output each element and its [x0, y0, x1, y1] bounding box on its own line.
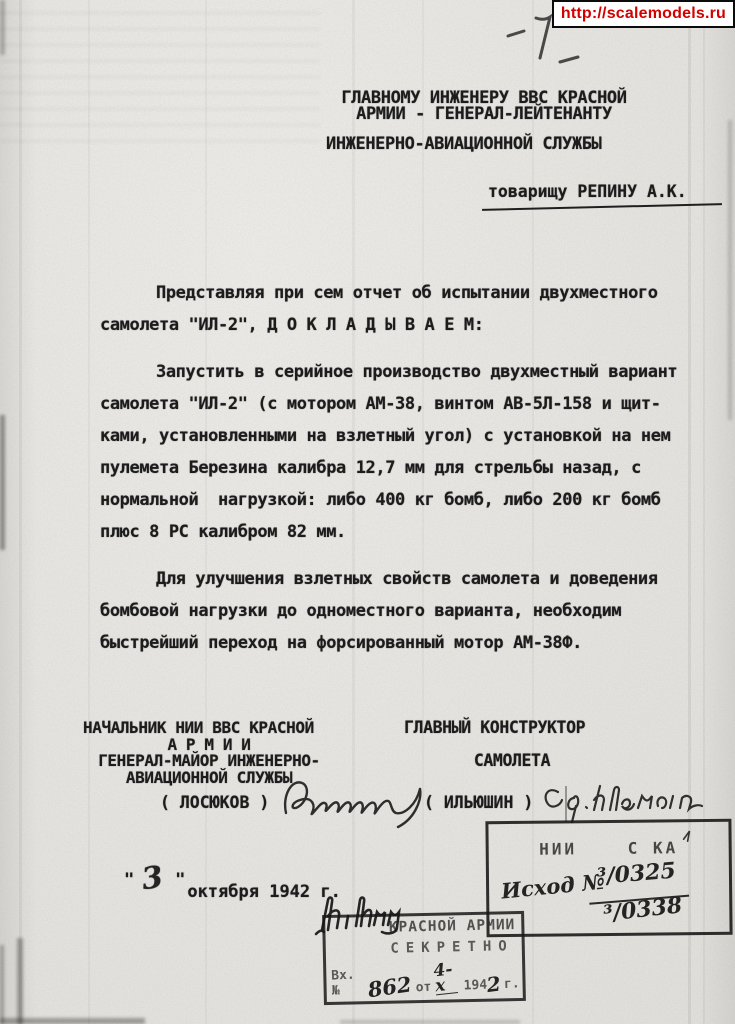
handwritten-day: 3: [139, 859, 166, 898]
edge-smudge: [0, 945, 4, 1024]
text-line: ками, установленными на взлетный угол) с установкой на нем: [100, 426, 671, 446]
document-header: [326, 90, 642, 152]
document-body: [100, 277, 680, 674]
edge-smudge: [17, 938, 23, 1024]
handwritten-outgoing-label: Исход №: [500, 868, 606, 904]
text-line: бомбовой нагрузки до одноместного варианта, необходим: [100, 601, 622, 621]
title-line: АВИАЦИОННОЙ СЛУЖБЫ: [125, 767, 293, 787]
date-line: [83, 850, 341, 902]
text-line: Запустить в серийное производство двухместный вариант: [156, 362, 678, 382]
bleedthrough-ghost-lines: [0, 12, 320, 152]
text-line: плюс 8 РС калибром 82 мм.: [100, 522, 346, 542]
handwritten-entry-day: 4-х: [432, 962, 458, 995]
entry-prefix: Вх. №: [330, 967, 356, 999]
header-line: ИНЖЕНЕРНО-АВИАЦИОННОЙ СЛУЖБЫ: [326, 134, 602, 154]
handwritten-year-digit: 2: [485, 971, 503, 998]
paragraph: [100, 356, 680, 548]
paragraph: [100, 563, 680, 659]
entry-from: от: [415, 979, 432, 996]
header-line: АРМИИ - ГЕНЕРАЛ-ЛЕЙТЕНАНТУ: [356, 104, 612, 124]
text-line: нормальной нагрузкой: либо 400 кг бомб, либо 200 кг бомб: [100, 490, 661, 510]
signatory-right-name: ( ИЛЬЮШИН ): [424, 793, 534, 812]
signatory-left-title: [83, 720, 335, 786]
stamp-org-line: КРАСНОЙ АРМИИ: [388, 917, 516, 936]
incoming-secret-stamp: [322, 911, 526, 1005]
text-line: Для улучшения взлетных свойств самолета и доведения: [156, 569, 658, 589]
pen-stroke-artifact: [565, 786, 567, 822]
signatory-right-title: [404, 720, 620, 769]
edge-smudge: [340, 1020, 520, 1024]
title-line: НАЧАЛЬНИК НИИ ВВС КРАСНОЙ: [83, 718, 314, 737]
title-line: ГЛАВНЫЙ КОНСТРУКТОР: [404, 718, 586, 737]
text-line: быстрейший переход на форсированный мотор АМ-38Ф.: [100, 633, 582, 653]
handwritten-outgoing-number-2: ³/0338: [602, 892, 684, 928]
entry-suffix: г.: [503, 976, 520, 992]
handwritten-outgoing-number-1: ³/0325: [596, 857, 677, 890]
date-text: октября 1942 г.: [187, 882, 341, 902]
stamp-secret-label: СЕКРЕТНО: [390, 938, 514, 957]
header-line: ГЛАВНОМУ ИНЖЕНЕРУ ВВС КРАСНОЙ: [341, 88, 627, 108]
scan-streak: [19, 0, 22, 1024]
stamp-org-line: НИИ С КА: [539, 838, 679, 859]
edge-smudge: [0, 1018, 145, 1024]
signatory-left-name: ( ЛОСЮКОВ ): [160, 793, 270, 812]
text-line: пулемета Березина калибра 12,7 мм для стрельбы назад, с: [100, 458, 641, 478]
title-line: А Р М И И: [167, 734, 251, 754]
watermark-url-banner: [552, 0, 735, 28]
open-quote: ": [123, 870, 135, 890]
text-line: самолета "ИЛ-2", Д О К Л А Д Ы В А Е М:: [100, 315, 484, 335]
edge-smudge: [0, 0, 5, 55]
addressee-line: товарищу РЕПИНУ А.К.: [488, 182, 687, 201]
watermark-url-text: http://scalemodels.ru: [560, 5, 726, 22]
handwritten-entry-number: 862: [366, 971, 414, 1003]
edge-smudge: [0, 415, 5, 550]
entry-year: 194: [463, 977, 488, 994]
addressee-underline: [482, 203, 722, 211]
close-quote: ": [175, 870, 186, 890]
text-line: самолета "ИЛ-2" (с мотором АМ-38, винтом АВ-5Л-158 и щит-: [100, 394, 661, 414]
stamp-entry-row: [330, 959, 520, 1003]
edge-smudge: [728, 120, 732, 420]
title-line: ГЕНЕРАЛ-МАЙОР ИНЖЕНЕРНО-: [98, 751, 320, 770]
title-line: САМОЛЕТА: [473, 750, 551, 770]
paragraph: [100, 277, 680, 341]
pen-tick-mark: [683, 830, 693, 842]
text-line: Представляя при сем отчет об испытании двухместного: [156, 283, 658, 303]
